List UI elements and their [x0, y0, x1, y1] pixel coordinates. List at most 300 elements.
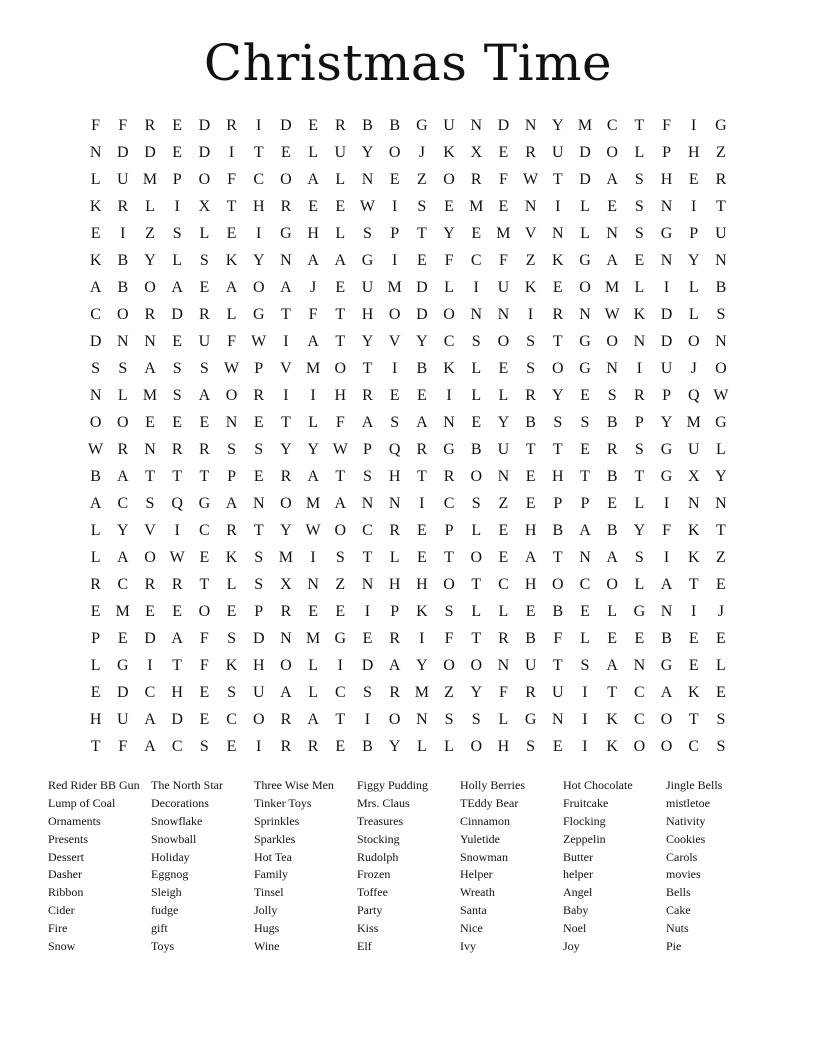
grid-letter: C	[362, 521, 373, 539]
grid-letter: O	[606, 143, 618, 161]
grid-letter: I	[663, 494, 670, 512]
grid-letter: B	[525, 629, 536, 647]
grid-letter: E	[498, 197, 509, 215]
grid-letter: T	[471, 575, 482, 593]
grid-row	[82, 706, 736, 733]
grid-letter: G	[416, 116, 428, 134]
grid-letter: E	[607, 629, 618, 647]
word-list-item: fudge	[151, 903, 179, 918]
grid-letter: T	[688, 710, 699, 728]
grid-letter: F	[498, 251, 508, 269]
grid-letter: G	[660, 440, 673, 458]
word-column	[151, 777, 254, 956]
grid-letter: O	[606, 332, 618, 350]
grid-letter: K	[416, 602, 428, 620]
grid-letter: R	[443, 467, 455, 485]
grid-letter: U	[361, 278, 374, 296]
grid-row	[82, 625, 736, 652]
grid-letter: C	[443, 332, 455, 350]
word-list-item: Hot Chocolate	[563, 778, 633, 792]
grid-letter: E	[335, 197, 346, 215]
grid-letter: E	[172, 143, 183, 161]
grid-row	[82, 220, 736, 247]
grid-letter: R	[171, 440, 183, 458]
word-list-item: Dasher	[48, 867, 82, 882]
grid-letter: O	[470, 737, 482, 755]
grid-letter: E	[226, 224, 237, 242]
grid-letter: O	[388, 143, 401, 161]
grid-letter: I	[582, 710, 588, 728]
grid-letter: R	[117, 197, 129, 215]
grid-letter: E	[634, 251, 645, 269]
grid-letter: W	[88, 440, 104, 458]
grid-letter: N	[524, 197, 537, 215]
word-column	[666, 777, 769, 956]
grid-letter: B	[525, 413, 536, 431]
grid-letter: T	[172, 656, 183, 674]
grid-letter: N	[144, 440, 156, 458]
grid-letter: D	[252, 629, 265, 647]
grid-letter: A	[660, 683, 673, 701]
grid-letter: Q	[388, 440, 401, 458]
grid-letter: L	[90, 548, 101, 566]
grid-letter: N	[117, 332, 129, 350]
grid-letter: S	[634, 548, 644, 566]
grid-letter: E	[444, 197, 454, 215]
grid-letter: R	[280, 737, 292, 755]
grid-letter: O	[388, 305, 401, 323]
grid-letter: L	[688, 305, 699, 323]
word-column	[460, 777, 563, 956]
grid-letter: D	[280, 116, 292, 134]
grid-letter: I	[582, 683, 588, 701]
word-list-item: Red Rider BB Gun	[48, 778, 140, 792]
grid-letter: V	[144, 521, 156, 539]
grid-letter: G	[361, 251, 374, 269]
grid-letter: A	[144, 710, 156, 728]
word-list-item: Figgy Pudding	[357, 778, 429, 792]
word-column	[357, 777, 460, 956]
grid-letter: T	[607, 683, 618, 701]
grid-letter: O	[443, 656, 455, 674]
grid-letter: I	[364, 710, 371, 728]
grid-letter: P	[390, 602, 400, 620]
word-list-item: The North Star	[151, 778, 223, 792]
grid-letter: B	[715, 278, 727, 296]
grid-letter: O	[117, 413, 129, 431]
grid-letter: T	[253, 521, 264, 539]
grid-letter: L	[416, 737, 427, 755]
grid-letter: Y	[660, 413, 673, 431]
grid-letter: T	[716, 521, 726, 539]
grid-letter: T	[226, 197, 237, 215]
word-list-item: Stocking	[357, 831, 400, 846]
grid-letter: P	[172, 170, 182, 188]
grid-letter: R	[498, 629, 509, 647]
grid-letter: G	[715, 413, 727, 431]
grid-letter: S	[417, 197, 427, 215]
grid-letter: P	[662, 143, 671, 161]
grid-letter: Y	[117, 521, 129, 539]
grid-letter: C	[498, 575, 509, 593]
grid-letter: L	[498, 602, 509, 620]
grid-letter: A	[660, 575, 673, 593]
grid-letter: B	[117, 278, 129, 296]
grid-letter: O	[715, 359, 727, 377]
grid-letter: T	[580, 467, 590, 485]
grid-letter: T	[416, 467, 427, 485]
grid-letter: A	[89, 494, 102, 512]
grid-letter: J	[717, 602, 725, 620]
grid-letter: L	[580, 224, 590, 242]
grid-letter: A	[144, 737, 156, 755]
grid-letter: T	[199, 575, 210, 593]
word-list-item: Hugs	[254, 921, 280, 936]
grid-letter: S	[553, 413, 563, 431]
word-list-item: Eggnog	[151, 867, 189, 882]
grid-letter: G	[660, 656, 673, 674]
grid-letter: G	[280, 224, 292, 242]
word-list	[48, 777, 769, 956]
grid-letter: R	[144, 575, 156, 593]
grid-letter: R	[226, 116, 237, 134]
grid-letter: T	[335, 710, 346, 728]
grid-letter: G	[579, 332, 591, 350]
grid-letter: S	[716, 305, 726, 323]
grid-letter: F	[498, 170, 508, 188]
grid-letter: S	[227, 629, 236, 647]
grid-letter: N	[470, 305, 482, 323]
grid-letter: P	[390, 224, 400, 242]
grid-letter: O	[443, 170, 455, 188]
grid-letter: S	[526, 737, 536, 755]
grid-letter: Y	[416, 656, 428, 674]
word-column	[48, 777, 151, 956]
grid-letter: M	[142, 170, 158, 188]
grid-letter: K	[443, 143, 455, 161]
grid-letter: I	[391, 359, 398, 377]
grid-letter: H	[552, 467, 564, 485]
grid-letter: S	[444, 710, 454, 728]
grid-letter: U	[252, 683, 265, 701]
grid-letter: K	[89, 197, 102, 215]
grid-letter: E	[90, 224, 101, 242]
word-list-item: Noel	[563, 921, 587, 936]
grid-letter: R	[280, 602, 292, 620]
grid-letter: X	[280, 575, 292, 593]
letter-grid	[82, 112, 736, 760]
grid-letter: O	[334, 521, 347, 539]
grid-letter: A	[89, 278, 102, 296]
word-list-item: Sprinkles	[254, 813, 300, 828]
grid-letter: R	[144, 116, 156, 134]
grid-letter: C	[253, 170, 265, 188]
grid-letter: A	[361, 413, 374, 431]
grid-letter: I	[120, 224, 126, 242]
grid-letter: O	[443, 305, 455, 323]
grid-letter: L	[308, 683, 318, 701]
grid-letter: S	[444, 602, 454, 620]
grid-letter: H	[416, 575, 428, 593]
grid-letter: S	[199, 359, 209, 377]
grid-letter: N	[416, 710, 428, 728]
grid-letter: N	[252, 494, 265, 512]
grid-letter: N	[579, 305, 591, 323]
grid-letter: U	[117, 170, 129, 188]
grid-letter: N	[633, 656, 646, 674]
grid-letter: T	[634, 467, 645, 485]
grid-letter: O	[470, 548, 482, 566]
grid-letter: O	[552, 359, 564, 377]
word-list-item: Baby	[563, 903, 589, 918]
grid-letter: E	[308, 116, 318, 134]
grid-letter: L	[90, 656, 101, 674]
grid-letter: O	[117, 305, 129, 323]
grid-letter: P	[254, 602, 264, 620]
word-list-item: Angel	[563, 885, 593, 900]
grid-letter: R	[362, 386, 373, 404]
grid-letter: G	[198, 494, 211, 512]
grid-letter: N	[361, 575, 374, 593]
grid-letter: L	[117, 386, 128, 404]
grid-letter: Y	[497, 413, 510, 431]
grid-letter: S	[227, 683, 236, 701]
grid-letter: G	[660, 467, 673, 485]
word-list-item: Holiday	[151, 849, 190, 864]
grid-letter: N	[225, 413, 238, 431]
grid-letter: S	[634, 440, 644, 458]
grid-letter: Z	[498, 494, 509, 512]
grid-row	[82, 409, 736, 436]
grid-letter: R	[90, 575, 101, 593]
grid-letter: S	[172, 224, 182, 242]
word-list-item: Toys	[151, 939, 175, 954]
grid-letter: C	[171, 737, 183, 755]
grid-letter: J	[309, 278, 317, 296]
grid-letter: F	[662, 521, 671, 539]
grid-row	[82, 301, 736, 328]
grid-letter: F	[444, 629, 454, 647]
grid-letter: O	[198, 170, 211, 188]
grid-letter: D	[416, 305, 428, 323]
grid-letter: A	[606, 548, 618, 566]
grid-letter: T	[281, 305, 291, 323]
word-list-item: Snowflake	[151, 813, 203, 828]
grid-letter: E	[580, 440, 590, 458]
word-list-item: Ivy	[460, 939, 476, 954]
word-list-item: Wreath	[460, 885, 495, 900]
grid-letter: S	[390, 413, 400, 431]
grid-letter: E	[308, 197, 318, 215]
grid-letter: U	[334, 143, 347, 161]
grid-letter: G	[524, 710, 537, 728]
grid-letter: R	[334, 116, 346, 134]
grid-letter: T	[552, 170, 563, 188]
grid-letter: A	[416, 413, 428, 431]
grid-letter: O	[388, 710, 401, 728]
grid-letter: H	[388, 467, 401, 485]
grid-letter: K	[524, 278, 537, 296]
grid-letter: N	[660, 602, 673, 620]
grid-letter: S	[363, 683, 372, 701]
grid-letter: N	[524, 116, 537, 134]
grid-letter: E	[335, 737, 346, 755]
grid-letter: O	[280, 656, 292, 674]
grid-letter: E	[253, 413, 264, 431]
grid-row	[82, 274, 736, 301]
grid-letter: G	[334, 629, 347, 647]
grid-row	[82, 166, 736, 193]
grid-letter: A	[280, 278, 292, 296]
grid-letter: O	[225, 386, 238, 404]
grid-letter: U	[524, 656, 537, 674]
grid-letter: C	[634, 710, 645, 728]
grid-letter: E	[199, 278, 210, 296]
grid-letter: C	[144, 683, 156, 701]
grid-letter: N	[388, 494, 401, 512]
grid-letter: M	[387, 278, 402, 296]
grid-letter: E	[416, 251, 427, 269]
grid-letter: A	[307, 467, 319, 485]
grid-letter: N	[280, 251, 292, 269]
grid-letter: G	[660, 224, 673, 242]
grid-letter: Y	[280, 521, 292, 539]
grid-letter: R	[715, 170, 727, 188]
grid-letter: R	[280, 197, 292, 215]
word-list-item: Cinnamon	[460, 813, 510, 828]
grid-letter: L	[471, 602, 482, 620]
grid-letter: I	[663, 548, 670, 566]
grid-letter: K	[443, 359, 455, 377]
grid-letter: C	[443, 494, 455, 512]
grid-letter: S	[471, 494, 481, 512]
grid-letter: L	[172, 251, 183, 269]
grid-letter: R	[389, 629, 400, 647]
grid-letter: A	[307, 332, 319, 350]
grid-letter: U	[715, 224, 727, 242]
grid-letter: B	[416, 359, 428, 377]
grid-letter: I	[691, 116, 697, 134]
word-list-item: Snowman	[460, 849, 508, 864]
grid-letter: S	[471, 710, 481, 728]
word-list-item: Party	[357, 903, 383, 918]
page-title: Christmas Time	[203, 34, 613, 92]
grid-letter: Y	[280, 440, 292, 458]
grid-letter: I	[283, 386, 289, 404]
grid-letter: E	[226, 737, 237, 755]
grid-letter: F	[308, 305, 318, 323]
grid-letter: H	[89, 710, 102, 728]
grid-letter: O	[443, 575, 455, 593]
grid-letter: E	[199, 548, 210, 566]
grid-letter: A	[144, 359, 156, 377]
grid-letter: Z	[444, 683, 454, 701]
grid-letter: R	[525, 683, 536, 701]
grid-letter: R	[226, 521, 237, 539]
grid-letter: B	[362, 116, 373, 134]
grid-letter: O	[660, 737, 673, 755]
grid-letter: L	[90, 521, 101, 539]
word-list-item: Sparkles	[254, 831, 296, 846]
grid-letter: C	[226, 710, 237, 728]
grid-letter: D	[117, 683, 129, 701]
grid-letter: L	[634, 575, 645, 593]
grid-letter: E	[145, 413, 155, 431]
grid-letter: W	[604, 305, 620, 323]
word-list-item: Fruitcake	[563, 795, 609, 810]
grid-letter: U	[660, 359, 673, 377]
grid-letter: M	[278, 548, 294, 566]
grid-letter: I	[555, 197, 561, 215]
grid-row	[82, 517, 736, 544]
grid-letter: K	[687, 521, 700, 539]
grid-letter: E	[498, 521, 509, 539]
grid-letter: E	[199, 710, 210, 728]
grid-letter: L	[308, 413, 318, 431]
grid-letter: A	[171, 278, 183, 296]
grid-letter: E	[281, 143, 291, 161]
grid-letter: E	[416, 548, 427, 566]
grid-letter: Q	[171, 494, 183, 512]
grid-letter: M	[115, 602, 130, 620]
grid-letter: E	[199, 683, 210, 701]
grid-letter: E	[172, 413, 183, 431]
grid-letter: L	[634, 278, 645, 296]
grid-letter: L	[335, 224, 346, 242]
grid-letter: I	[256, 224, 262, 242]
grid-letter: Y	[715, 467, 727, 485]
grid-letter: C	[606, 116, 618, 134]
grid-letter: S	[199, 251, 209, 269]
grid-letter: C	[634, 683, 645, 701]
grid-letter: T	[552, 656, 563, 674]
word-list-item: mistletoe	[666, 795, 710, 810]
grid-letter: P	[580, 494, 590, 512]
grid-letter: B	[389, 116, 400, 134]
grid-letter: G	[252, 305, 265, 323]
word-list-item: Hot Tea	[254, 849, 292, 864]
grid-letter: W	[359, 197, 376, 215]
grid-letter: D	[89, 332, 102, 350]
grid-letter: U	[443, 116, 455, 134]
grid-letter: V	[388, 332, 401, 350]
word-list-item: Nice	[460, 921, 483, 936]
grid-letter: C	[579, 575, 591, 593]
grid-letter: P	[689, 224, 699, 242]
grid-letter: A	[579, 521, 591, 539]
grid-letter: E	[335, 602, 346, 620]
grid-letter: R	[171, 575, 183, 593]
grid-letter: T	[90, 737, 101, 755]
grid-letter: S	[716, 737, 726, 755]
grid-letter: L	[498, 386, 509, 404]
grid-letter: E	[580, 386, 590, 404]
grid-letter: T	[335, 332, 346, 350]
grid-letter: Y	[416, 332, 428, 350]
grid-letter: I	[228, 143, 235, 161]
grid-letter: H	[388, 575, 401, 593]
grid-letter: D	[361, 656, 374, 674]
word-list-item: Jolly	[254, 903, 278, 918]
grid-letter: L	[607, 602, 618, 620]
grid-letter: B	[552, 521, 564, 539]
grid-letter: X	[687, 467, 700, 485]
grid-letter: T	[552, 440, 563, 458]
grid-letter: O	[144, 278, 156, 296]
grid-letter: S	[254, 548, 264, 566]
grid-row	[82, 247, 736, 274]
grid-letter: E	[688, 170, 699, 188]
